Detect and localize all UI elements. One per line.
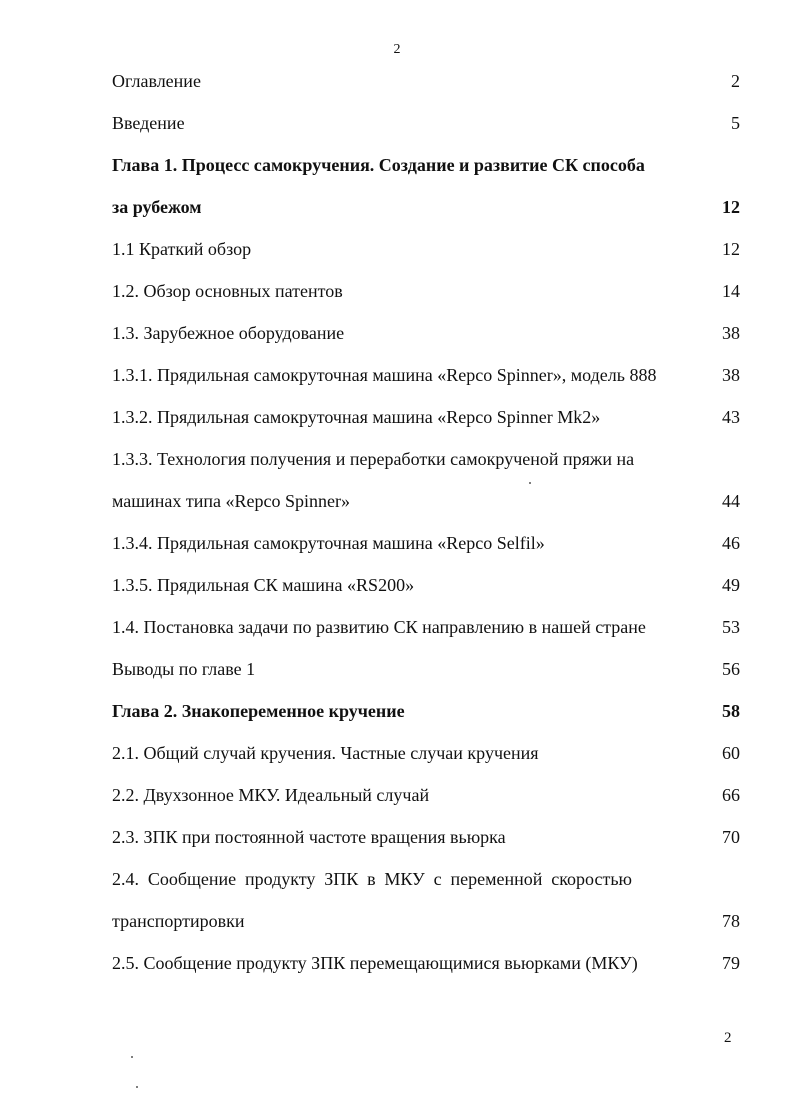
toc-row [112,150,740,192]
toc-row [112,906,740,948]
toc-page: 12 [722,197,740,217]
toc-row [112,276,740,318]
table-of-contents [112,66,740,990]
toc-title: за рубежом [112,197,202,217]
toc-row [112,486,740,528]
toc-row [112,444,740,486]
toc-title: 1.3.2. Прядильная самокруточная машина «Repco Spinner Mk2» [112,407,601,427]
toc-row [112,234,740,276]
toc-page: 44 [722,491,740,511]
toc-page: 60 [722,743,740,763]
toc-row [112,948,740,990]
toc-row [112,654,740,696]
toc-row [112,66,740,108]
toc-row [112,780,740,822]
toc-title: 1.3.4. Прядильная самокруточная машина «Repco Selfil» [112,533,545,553]
scan-speck [529,482,531,484]
toc-page: 58 [722,701,740,721]
toc-title: 2.5. Сообщение продукту ЗПК перемещающимися вьюрками (МКУ) [112,953,638,973]
toc-row [112,318,740,360]
toc-page: 2 [731,71,740,91]
toc-row [112,696,740,738]
page-number-bottom: 2 [724,1030,732,1046]
toc-row [112,570,740,612]
toc-title: 2.1. Общий случай кручения. Частные случаи кручения [112,743,539,763]
page-number-top: 2 [393,42,401,57]
toc-title: Введение [112,113,185,133]
toc-title: Глава 1. Процесс самокручения. Создание и развитие СК способа [112,155,645,175]
toc-title: 2.3. ЗПК при постоянной частоте вращения вьюрка [112,827,506,847]
toc-page: 49 [722,575,740,595]
toc-row [112,528,740,570]
toc-title: 1.3.1. Прядильная самокруточная машина «Repco Spinner», модель 888 [112,365,657,385]
toc-title: Глава 2. Знакопеременное кручение [112,701,405,721]
toc-title: 1.3. Зарубежное оборудование [112,323,345,343]
scan-speck [131,1056,133,1058]
toc-page: 43 [722,407,740,427]
toc-title: 1.2. Обзор основных патентов [112,281,343,301]
toc-title: транспортировки [112,911,245,931]
toc-page: 66 [722,785,740,805]
toc-page: 14 [722,281,740,301]
toc-title: 1.3.5. Прядильная СК машина «RS200» [112,575,415,595]
toc-page: 38 [722,365,740,385]
toc-title: машинах типа «Repco Spinner» [112,491,350,511]
toc-row [112,864,740,906]
toc-row [112,108,740,150]
toc-row [112,738,740,780]
toc-title: 2.4. Сообщение продукту ЗПК в МКУ с переменной скоростью [112,869,632,889]
toc-title: 1.4. Постановка задачи по развитию СК направлению в нашей стране [112,617,646,637]
toc-title: Оглавление [112,71,201,91]
toc-page: 53 [722,617,740,637]
toc-page: 12 [722,239,740,259]
toc-page: 5 [731,113,740,133]
toc-row [112,402,740,444]
toc-page: 70 [722,827,740,847]
toc-page: 46 [722,533,740,553]
toc-title: 1.1 Краткий обзор [112,239,252,259]
toc-title: 2.2. Двухзонное МКУ. Идеальный случай [112,785,430,805]
toc-title: 1.3.3. Технология получения и переработки самокрученой пряжи на [112,449,635,469]
scan-speck [136,1086,138,1088]
toc-page: 56 [722,659,740,679]
toc-row [112,822,740,864]
toc-title: Выводы по главе 1 [112,659,256,679]
toc-page: 79 [722,953,740,973]
toc-row [112,612,740,654]
toc-page: 38 [722,323,740,343]
toc-page: 78 [722,911,740,931]
toc-row [112,360,740,402]
toc-row [112,192,740,234]
